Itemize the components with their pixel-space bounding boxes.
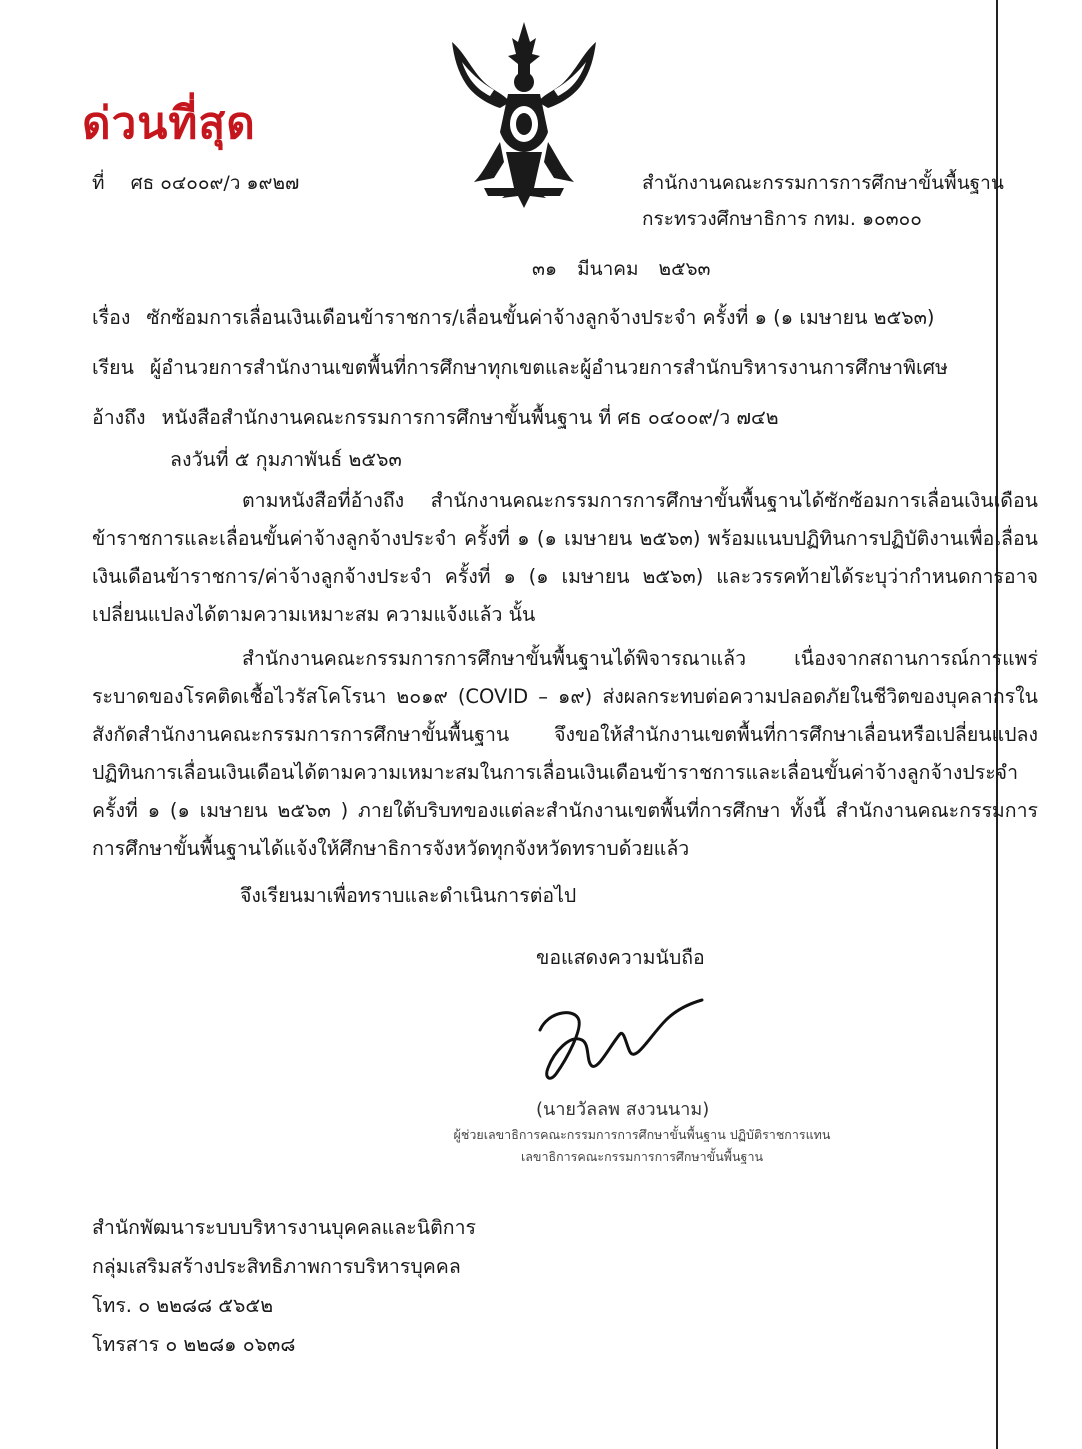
- subject-line: [92, 302, 935, 333]
- addressee-line: [92, 352, 948, 383]
- reference-date: ลงวันที่ ๕ กุมภาพันธ์ ๒๕๖๓: [170, 448, 402, 471]
- agency-name: สำนักงานคณะกรรมการการศึกษาขั้นพื้นฐาน: [642, 172, 1004, 194]
- body-paragraph-2: สำนักงานคณะกรรมการการศึกษาขั้นพื้นฐานได้พิจารณาแล้ว เนื่องจากสถานการณ์การแพร่ระบาดของโรคติดเชื้อไวรัสโคโรนา ๒๐๑๙ (COVID – ๑๙) ส่งผลกระทบต่อความปลอดภัยในชีวิตของบุคลากรในสังกัดสำนักงานคณะกรรมการการศึกษาขั้นพื้นฐาน จึงขอให้สำนักงานเขตพื้นที่การศึกษาเลื่อนหรือเปลี่ยนแปลงปฏิทินการเลื่อนเงินเดือนได้ตามความเหมาะสมในการเลื่อนเงินเดือนข้าราชการและเลื่อนขั้นค่าจ้างลูกจ้างประจำ ครั้งที่ ๑ (๑ เมษายน ๒๕๖๓ ) ภายใต้บริบทของแต่ละสำนักงานเขตพื้นที่การศึกษา ทั้งนี้ สำนักงานคณะกรรมการการศึกษาขั้นพื้นฐานได้แจ้งให้ศึกษาธิการจังหวัดทุกจังหวัดทราบด้วยแล้ว: [92, 647, 1038, 860]
- footer-group: กลุ่มเสริมสร้างประสิทธิภาพการบริหารบุคคล: [92, 1255, 461, 1278]
- signer-title-line-1: ผู้ช่วยเลขาธิการคณะกรรมการการศึกษาขั้นพื้นฐาน ปฏิบัติราชการแทน: [453, 1127, 831, 1142]
- subject-label: เรื่อง: [92, 306, 131, 329]
- signer-title: [412, 1124, 872, 1168]
- regards-line: ขอแสดงความนับถือ: [536, 946, 705, 969]
- reference-number: [92, 168, 299, 198]
- signer-name: (นายวัลลพ สงวนนาม): [536, 1099, 710, 1120]
- body-paragraph-1: ตามหนังสือที่อ้างถึง สำนักงานคณะกรรมการการศึกษาขั้นพื้นฐานได้ซักซ้อมการเลื่อนเงินเดือนข้าราชการและเลื่อนขั้นค่าจ้างลูกจ้างประจำ ครั้งที่ ๑ (๑ เมษายน ๒๕๖๓) พร้อมแนบปฏิทินการปฏิบัติงานเพื่อเลื่อนเงินเดือนข้าราชการ/ค่าจ้างลูกจ้างประจำ ครั้งที่ ๑ (๑ เมษายน ๒๕๖๓) และวรรคท้ายได้ระบุว่ากำหนดการอาจเปลี่ยนแปลงได้ตามความเหมาะสม ความแจ้งแล้ว นั้น: [92, 489, 1038, 626]
- reference-number-value: ศธ ๐๔๐๐๙/ว ๑๙๒๗: [130, 172, 300, 194]
- reference-number-label: ที่: [92, 172, 105, 194]
- urgency-stamp: ด่วนที่สุด: [82, 98, 256, 149]
- reference-text: หนังสือสำนักงานคณะกรรมการการศึกษาขั้นพื้นฐาน ที่ ศธ ๐๔๐๐๙/ว ๗๔๒: [161, 406, 779, 429]
- footer-fax: โทรสาร ๐ ๒๒๘๑ ๐๖๓๘: [92, 1333, 296, 1356]
- footer-office: สำนักพัฒนาระบบบริหารงานบุคคลและนิติการ: [92, 1216, 477, 1239]
- addressee-text: ผู้อำนวยการสำนักงานเขตพื้นที่การศึกษาทุกเขตและผู้อำนวยการสำนักบริหารงานการศึกษาพิเศษ: [149, 356, 948, 379]
- closing-line: จึงเรียนมาเพื่อทราบและดำเนินการต่อไป: [240, 884, 577, 907]
- subject-text: ซักซ้อมการเลื่อนเงินเดือนข้าราชการ/เลื่อนขั้นค่าจ้างลูกจ้างประจำ ครั้งที่ ๑ (๑ เมษายน ๒๕๖๓): [146, 306, 935, 329]
- addressee-label: เรียน: [92, 356, 134, 379]
- footer-contact: [92, 1208, 476, 1364]
- reference-label: อ้างถึง: [92, 406, 146, 429]
- garuda-emblem-icon: [444, 12, 604, 212]
- handwritten-signature: [526, 990, 716, 1090]
- issuing-agency: [642, 165, 1004, 237]
- reference-line: [92, 402, 779, 433]
- agency-address: กระทรวงศึกษาธิการ กทม. ๑๐๓๐๐: [642, 208, 922, 230]
- signer-title-line-2: เลขาธิการคณะกรรมการการศึกษาขั้นพื้นฐาน: [520, 1149, 764, 1164]
- footer-phone: โทร. ๐ ๒๒๘๘ ๕๖๕๒: [92, 1294, 274, 1317]
- letter-date: ๓๑ มีนาคม ๒๕๖๓: [532, 258, 711, 280]
